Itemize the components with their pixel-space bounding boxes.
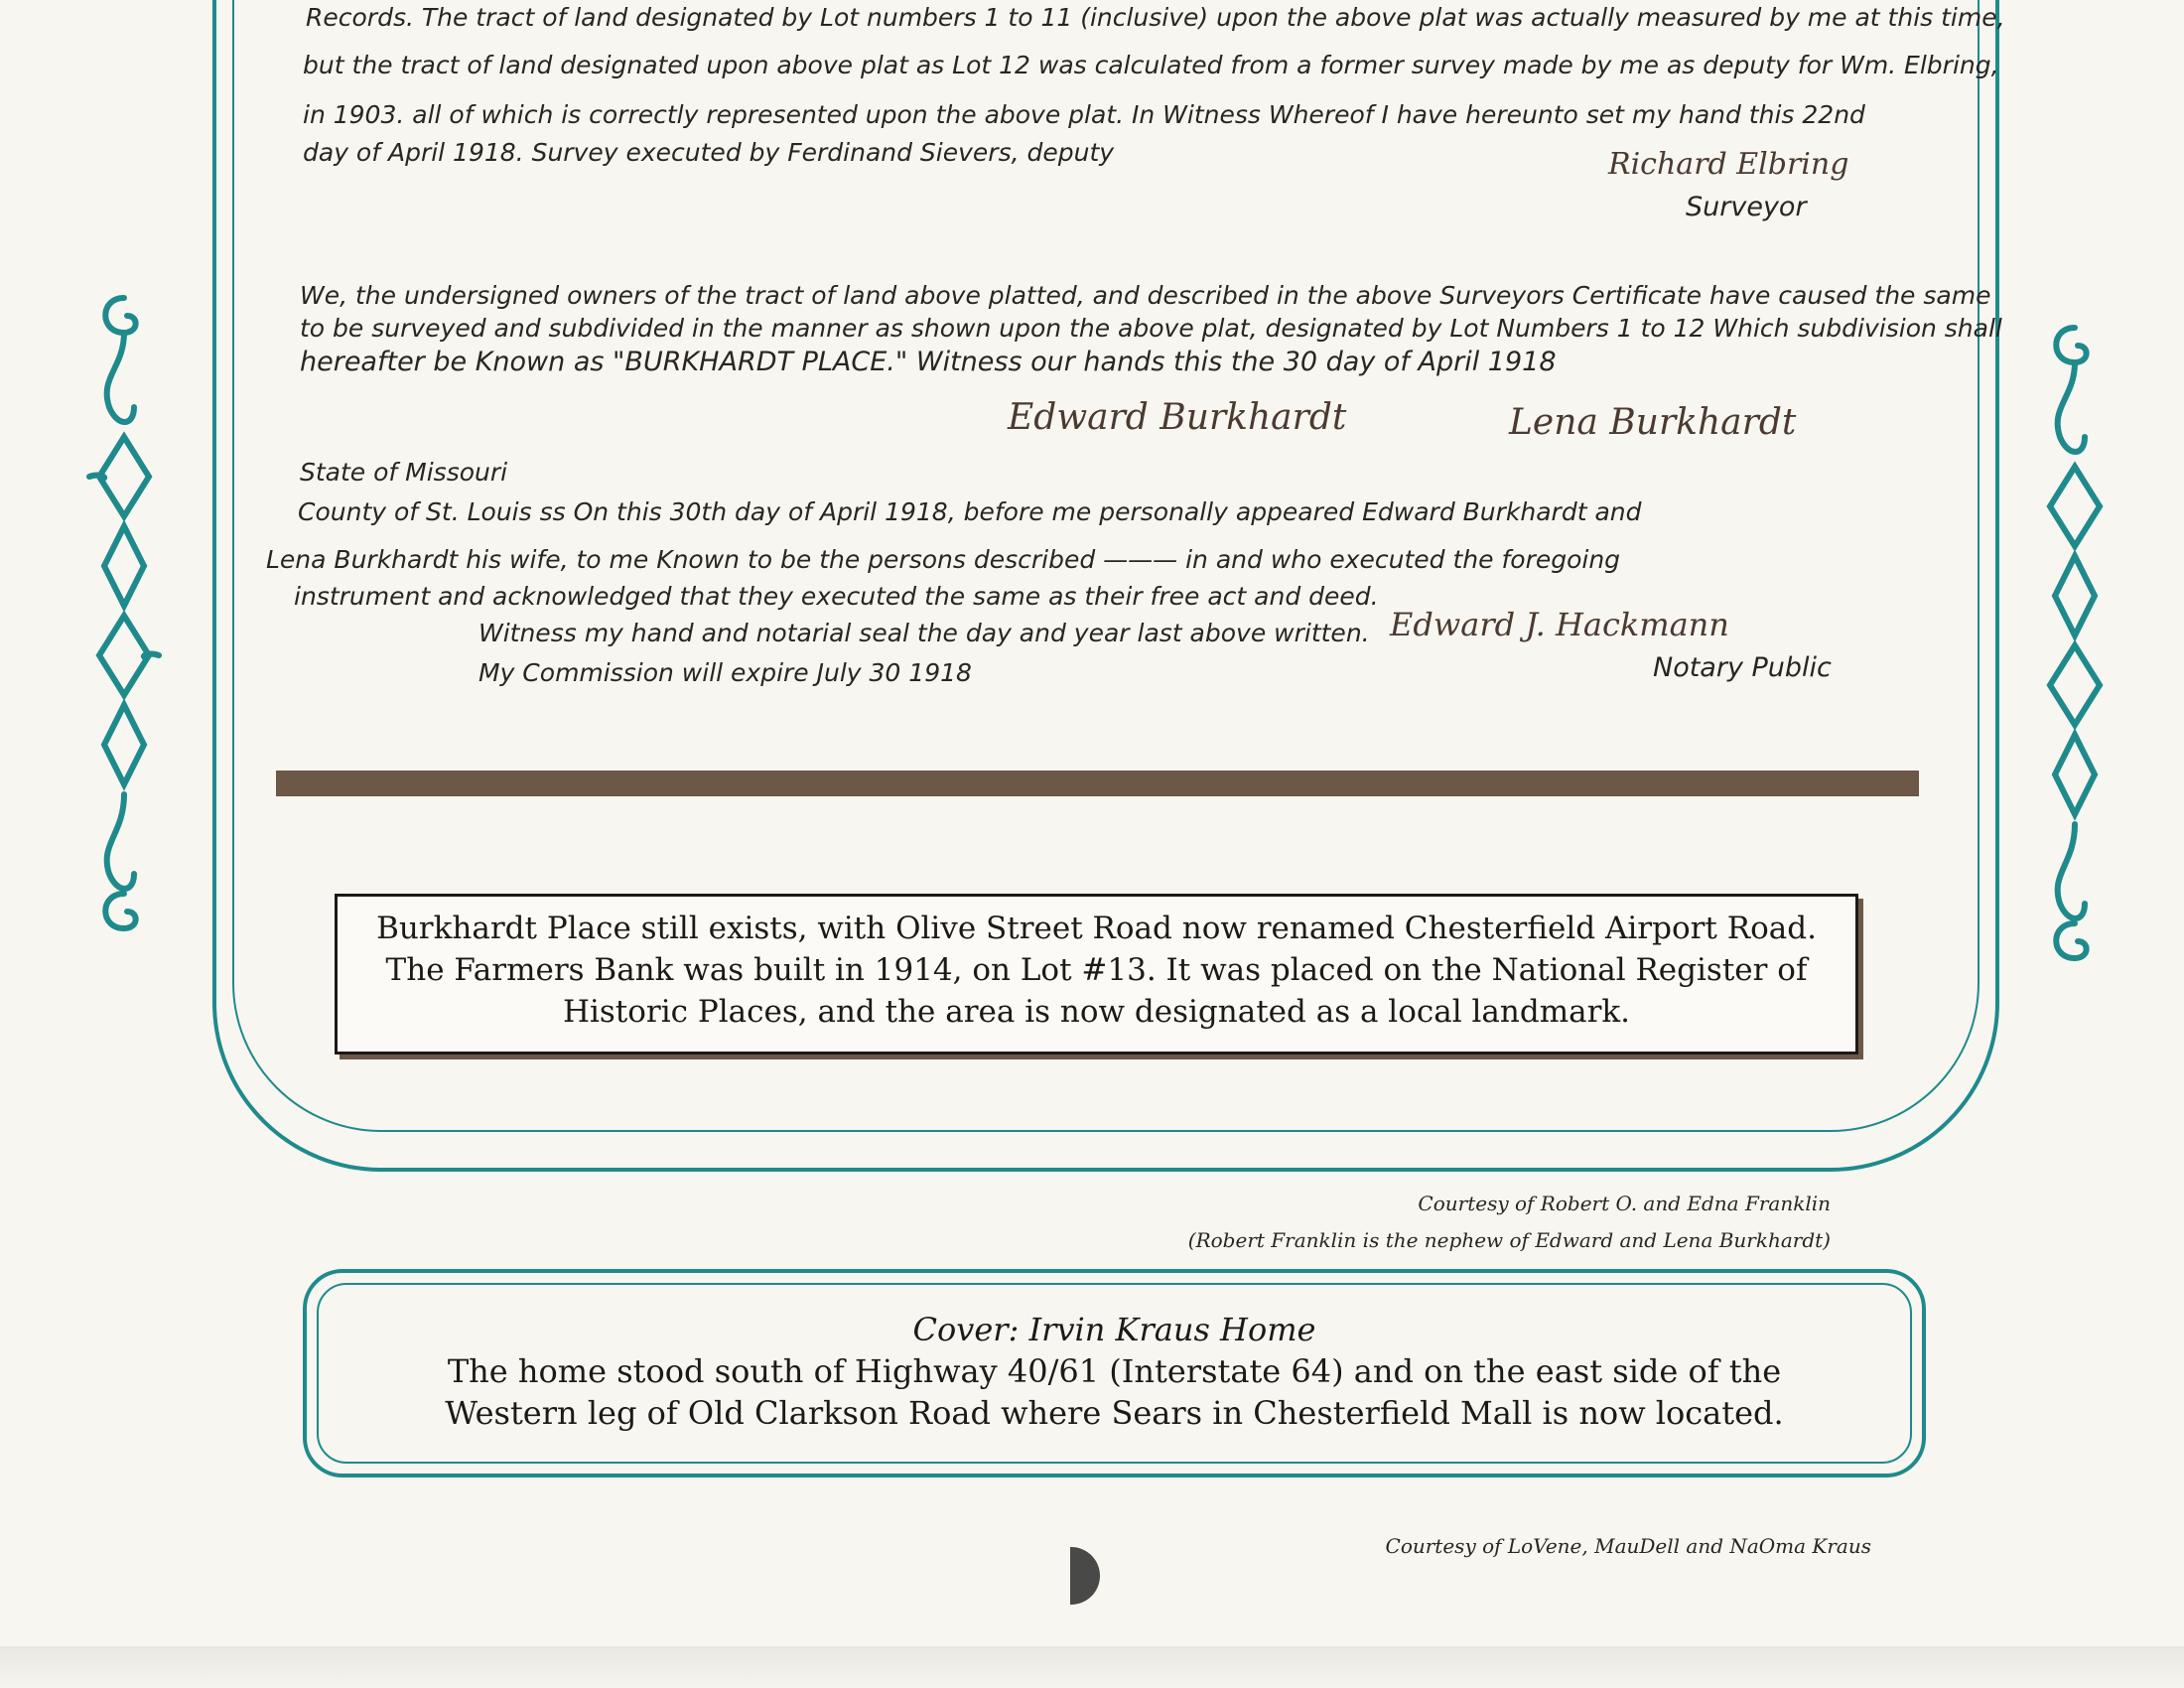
cover-caption-inner <box>317 1283 1912 1464</box>
owner-signature-edward: Edward Burkhardt <box>1008 397 1347 438</box>
surveyor-signature: Richard Elbring <box>1608 147 1849 182</box>
surveyor-text-line: in 1903. all of which is correctly represented upon the above plat. In Witness Whereof I have hereunto set my hand this 22nd <box>303 100 1865 129</box>
cover-line: Western leg of Old Clarkson Road where Sears in Chesterfield Mall is now located. <box>445 1394 1784 1433</box>
owners-text-line: to be surveyed and subdivided in the manner as shown upon the above plat, designated by Lot Numbers 1 to 12 Which subdivision shall <box>300 314 2002 343</box>
surveyor-text-line: but the tract of land designated upon above plat as Lot 12 was calculated from a former survey made by me as deputy for Wm. Elbring, <box>303 51 1999 79</box>
notary-text-line: Witness my hand and notarial seal the day and year last above written. <box>478 619 1370 647</box>
notary-signature: Edward J. Hackmann <box>1390 606 1729 643</box>
notary-text-line: County of St. Louis ss On this 30th day of April 1918, before me personally appeared Edward Burkhardt and <box>298 497 1642 526</box>
notary-title: Notary Public <box>1653 652 1832 683</box>
note-line: Burkhardt Place still exists, with Olive Street Road now renamed Chesterfield Airport Road. <box>376 911 1817 946</box>
credit-franklin-note: (Robert Franklin is the nephew of Edward and Lena Burkhardt) <box>1187 1228 1831 1252</box>
right-scroll-ornament-icon <box>2030 308 2119 983</box>
divider-bar <box>276 771 1919 796</box>
credit-franklin: Courtesy of Robert O. and Edna Franklin <box>1418 1192 1831 1215</box>
notary-text-line: instrument and acknowledged that they executed the same as their free act and deed. <box>294 582 1379 611</box>
cover-title: Cover: Irvin Kraus Home <box>912 1311 1316 1348</box>
note-line: Historic Places, and the area is now designated as a local landmark. <box>562 993 1631 1030</box>
note-line: The Farmers Bank was built in 1914, on Lot #13. It was placed on the National Register of <box>385 951 1808 988</box>
notary-text-line: My Commission will expire July 30 1918 <box>478 658 972 687</box>
credit-kraus: Courtesy of LoVene, MauDell and NaOma Kraus <box>1385 1534 1871 1558</box>
surveyor-text-line: Records. The tract of land designated by Lot numbers 1 to 11 (inclusive) upon the above plat was actually measured by me at this time, <box>306 3 2005 32</box>
cover-line: The home stood south of Highway 40/61 (Interstate 64) and on the east side of the <box>447 1352 1782 1391</box>
notary-text-line: State of Missouri <box>300 458 508 487</box>
cover-caption-box <box>303 1269 1926 1477</box>
surveyor-title: Surveyor <box>1686 192 1807 222</box>
surveyor-text-line: day of April 1918. Survey executed by Ferdinand Sievers, deputy <box>303 138 1115 167</box>
notary-text-line: Lena Burkhardt his wife, to me Known to be the persons described ——— in and who executed the foregoing <box>266 545 1621 574</box>
owners-text-line: hereafter be Known as "BURKHARDT PLACE." Witness our hands this the 30 day of April 1918 <box>300 347 1557 377</box>
binding-hole <box>1070 1547 1100 1605</box>
history-note-box <box>335 894 1858 1055</box>
owner-signature-lena: Lena Burkhardt <box>1509 402 1797 443</box>
page-bottom-edge <box>0 1646 2184 1688</box>
left-scroll-ornament-icon <box>79 278 169 953</box>
owners-text-line: We, the undersigned owners of the tract of land above platted, and described in the above Surveyors Certificate have caused the same <box>300 281 1991 310</box>
